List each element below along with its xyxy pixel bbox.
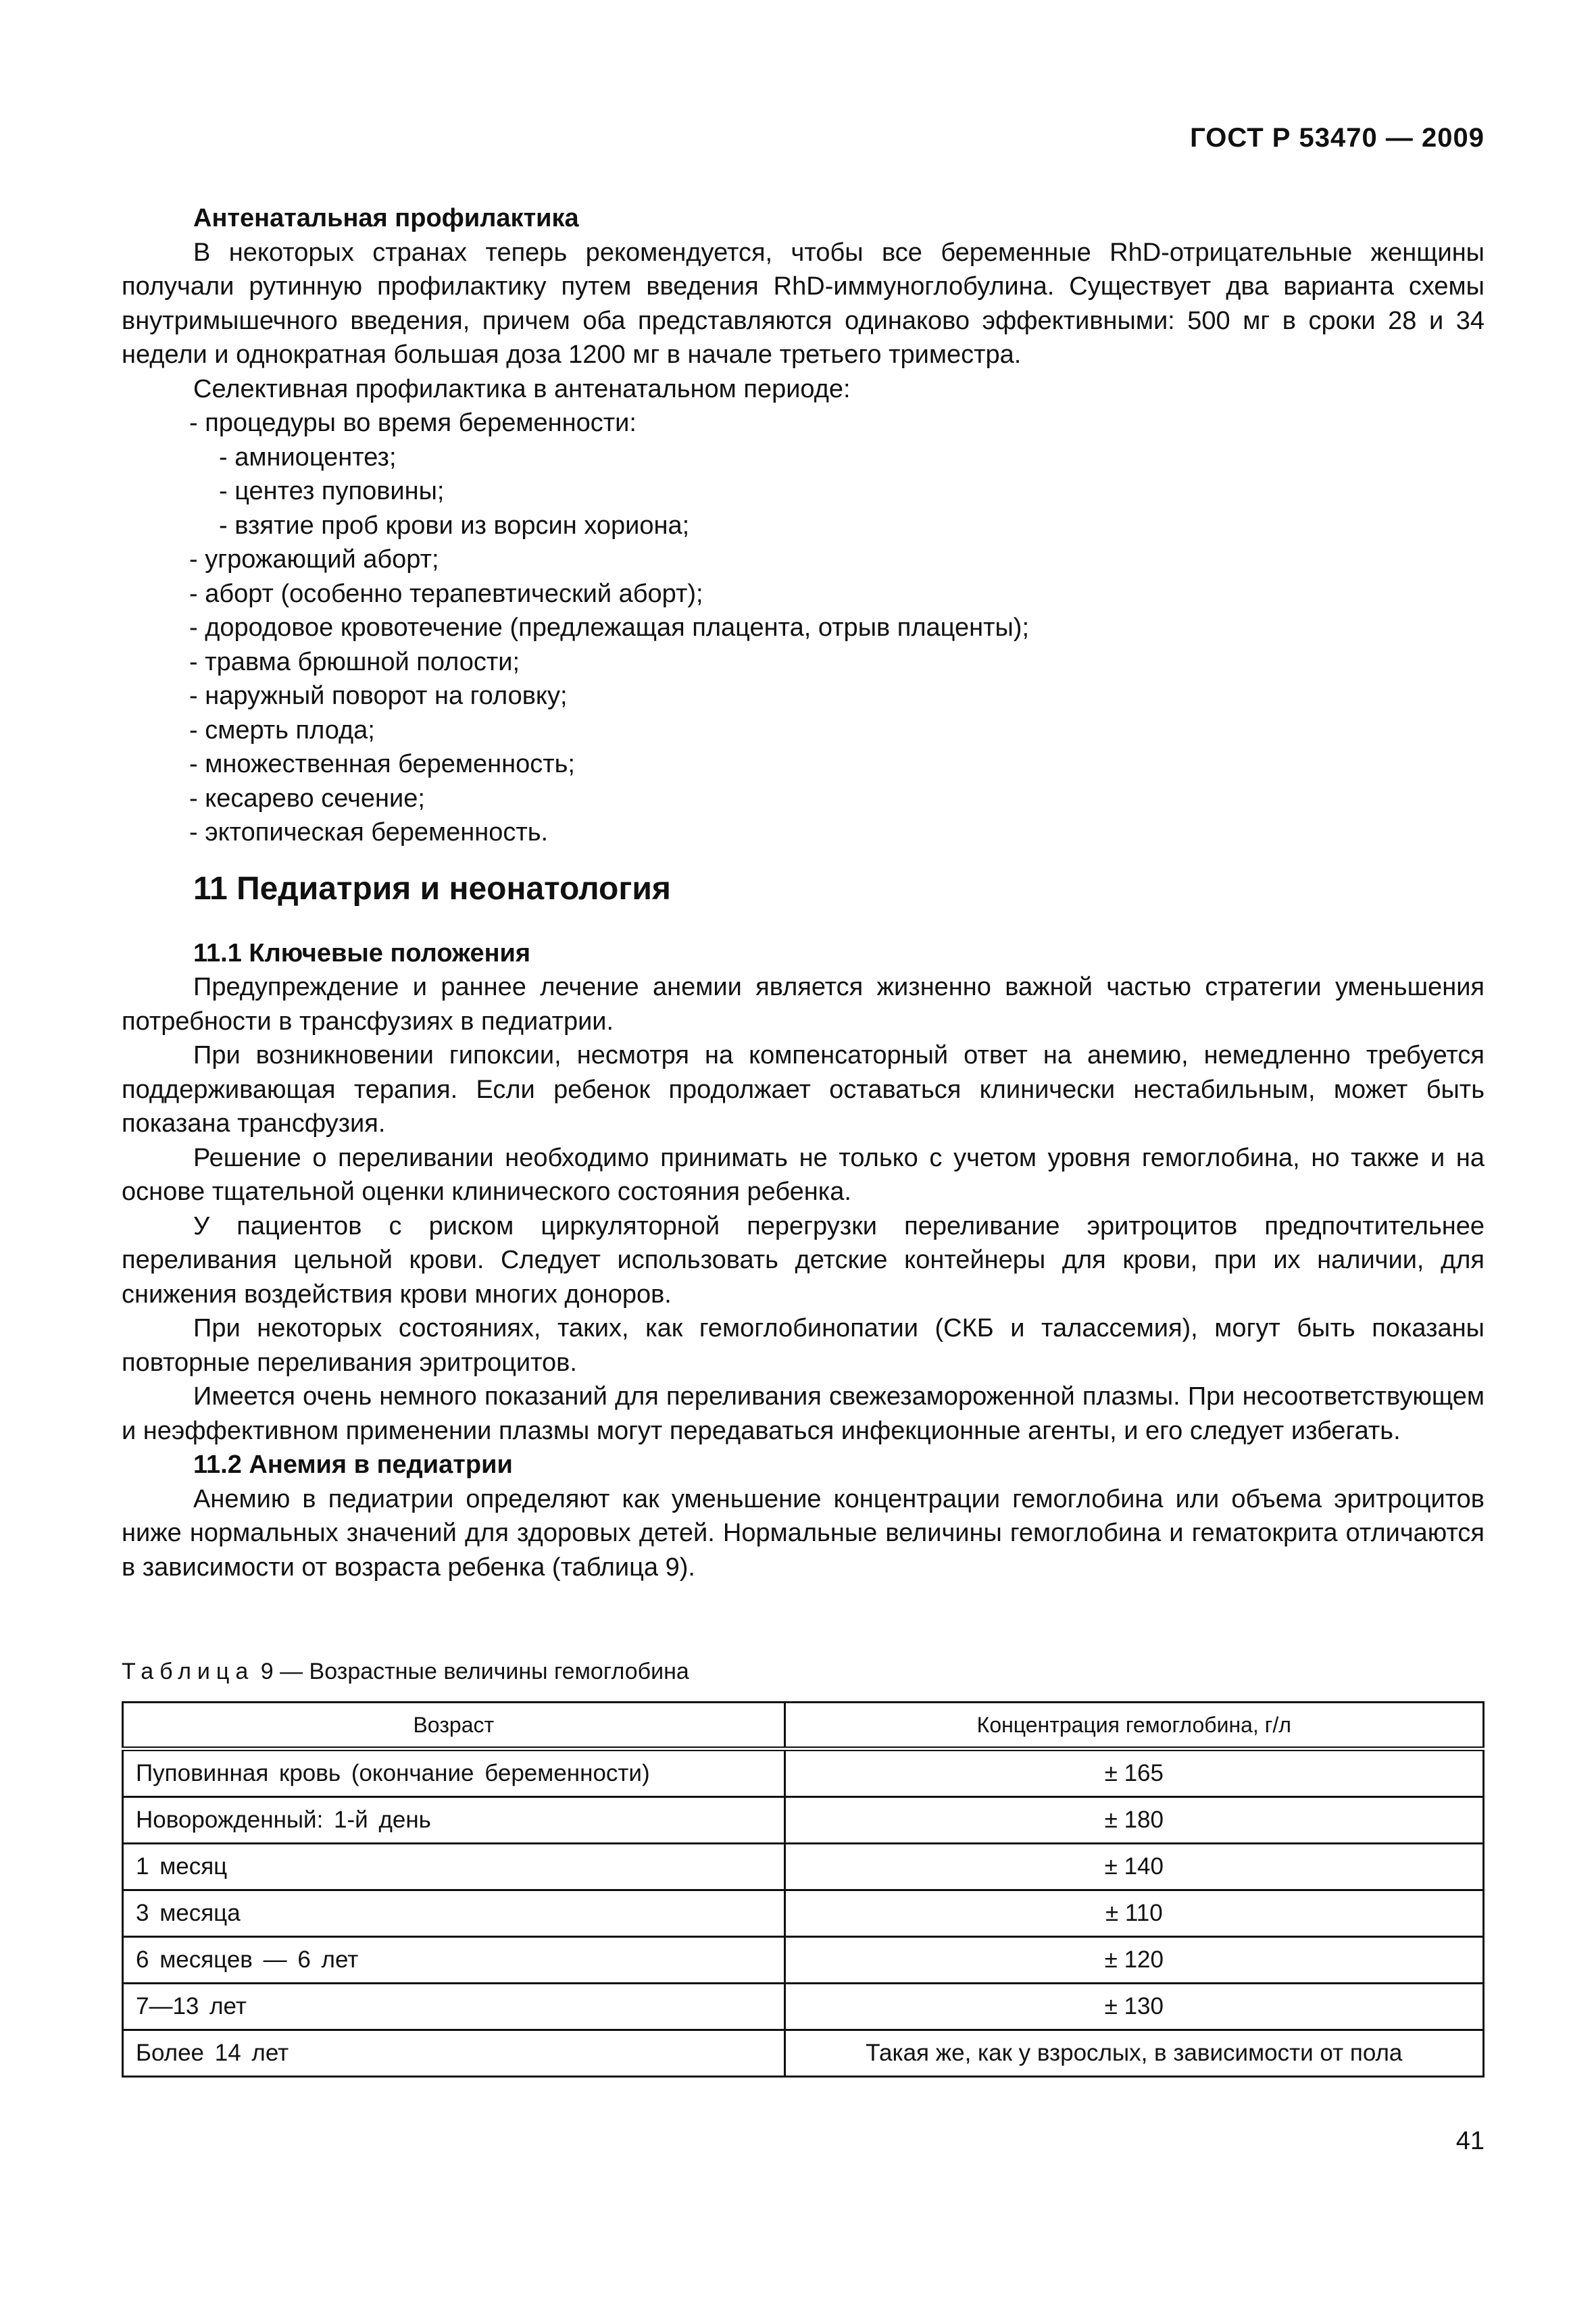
header-age: Возраст bbox=[123, 1703, 785, 1749]
paragraph: При возникновении гипоксии, несмотря на компенсаторный ответ на анемию, немедленно требуется поддерживающая терапия. Если ребенок продолжает оставаться клинически нестабильным, может быть показана трансфузия. bbox=[122, 1041, 1485, 1138]
sub-list-item: - амниоцентез; bbox=[219, 443, 397, 472]
paragraph: У пациентов с риском циркуляторной перегрузки переливание эритроцитов предпочтительнее переливания цельной крови. Следует использовать детские контейнеры для крови, при их наличии, для снижения воздействия крови многих доноров. bbox=[122, 1211, 1485, 1309]
table-row bbox=[123, 1984, 1484, 2030]
cell-age: Более 14 лет bbox=[123, 2030, 785, 2077]
antenatal-heading: Антенатальная профилактика bbox=[193, 204, 579, 232]
list-item: - множественная беременность; bbox=[189, 750, 575, 778]
sub-list-item: - центез пуповины; bbox=[219, 477, 445, 505]
subsection-11-2-heading: 11.2 Анемия в педиатрии bbox=[193, 1451, 513, 1479]
paragraph: Имеется очень немного показаний для переливания свежезамороженной плазмы. При несоответствующем и неэффективном применении плазмы могут передаваться инфекционные агенты, и его следует избегать. bbox=[122, 1382, 1485, 1445]
table-row bbox=[123, 1749, 1484, 1797]
list-item: - угрожающий аборт; bbox=[189, 545, 439, 574]
subsection-11-1-heading: 11.1 Ключевые положения bbox=[193, 938, 531, 967]
header-hemoglobin: Концентрация гемоглобина, г/л bbox=[784, 1703, 1483, 1749]
cell-value: Такая же, как у взрослых, в зависимости от пола bbox=[784, 2030, 1483, 2077]
paragraph: Решение о переливании необходимо принимать не только с учетом уровня гемоглобина, но также и на основе тщательной оценки клинического состояния ребенка. bbox=[122, 1143, 1485, 1206]
paragraph: Предупреждение и раннее лечение анемии является жизненно важной частью стратегии уменьшения потребности в трансфузиях в педиатрии. bbox=[122, 973, 1485, 1036]
section-11-heading: 11 Педиатрия и неонатология bbox=[193, 870, 671, 907]
hemoglobin-table bbox=[122, 1701, 1485, 2078]
table-caption-text: 9 — Возрастные величины гемоглобина bbox=[254, 1659, 689, 1684]
cell-value: ± 110 bbox=[784, 1890, 1483, 1937]
paragraph: Анемию в педиатрии определяют как уменьшение концентрации гемоглобина или объема эритроцитов ниже нормальных значений для здоровых детей. Нормальные величины гемоглобина и гематокрита отличаются в зависимости от возраста ребенка (таблица 9). bbox=[122, 1484, 1485, 1582]
paragraph: При некоторых состояниях, таких, как гемоглобинопатии (СКБ и талассемия), могут быть показаны повторные переливания эритроцитов. bbox=[122, 1314, 1485, 1377]
list-item: - наружный поворот на головку; bbox=[189, 682, 568, 710]
cell-value: ± 165 bbox=[784, 1749, 1483, 1797]
list-item-procedures: - процедуры во время беременности: bbox=[189, 409, 637, 437]
cell-age: 3 месяца bbox=[123, 1890, 785, 1937]
antenatal-paragraph-2: Селективная профилактика в антенатальном периоде: bbox=[193, 374, 851, 403]
cell-value: ± 120 bbox=[784, 1937, 1483, 1984]
cell-value: ± 130 bbox=[784, 1984, 1483, 2030]
cell-age: Новорожденный: 1-й день bbox=[123, 1797, 785, 1844]
table-caption bbox=[122, 1659, 689, 1685]
table-row bbox=[123, 1844, 1484, 1890]
document-body bbox=[122, 201, 1485, 1584]
table-row bbox=[123, 1937, 1484, 1984]
table-row bbox=[123, 2030, 1484, 2077]
cell-value: ± 180 bbox=[784, 1797, 1483, 1844]
table-header-row bbox=[123, 1703, 1484, 1749]
list-item: - смерть плода; bbox=[189, 715, 375, 745]
cell-age: Пуповинная кровь (окончание беременности) bbox=[123, 1749, 785, 1797]
cell-age: 7—13 лет bbox=[123, 1984, 785, 2030]
list-item: - дородовое кровотечение (предлежащая плацента, отрыв плаценты); bbox=[189, 613, 1030, 642]
cell-value: ± 140 bbox=[784, 1844, 1483, 1890]
document-code-header: ГОСТ Р 53470 — 2009 bbox=[1190, 123, 1485, 153]
table-caption-label: Таблица bbox=[122, 1659, 255, 1684]
table-row bbox=[123, 1890, 1484, 1937]
list-item: - аборт (особенно терапевтический аборт); bbox=[189, 579, 703, 608]
table-row bbox=[123, 1797, 1484, 1844]
list-item: - кесарево сечение; bbox=[189, 784, 425, 813]
sub-list-item: - взятие проб крови из ворсин хориона; bbox=[219, 511, 690, 540]
list-item: - эктопическая беременность. bbox=[189, 818, 549, 847]
cell-age: 1 месяц bbox=[123, 1844, 785, 1890]
antenatal-paragraph-1: В некоторых странах теперь рекомендуется, чтобы все беременные RhD-отрицательные женщины получали рутинную профилактику путем введения RhD-иммуноглобулина. Существует два варианта схемы внутримышечного введения, причем оба представляются одинаково эффективными: 500 мг в сроки 28 и 34 недели и однократная большая доза 1200 мг в начале третьего триместра. bbox=[122, 238, 1485, 369]
list-item: - травма брюшной полости; bbox=[189, 647, 520, 676]
page-number: 41 bbox=[1455, 2127, 1485, 2155]
cell-age: 6 месяцев — 6 лет bbox=[123, 1937, 785, 1984]
